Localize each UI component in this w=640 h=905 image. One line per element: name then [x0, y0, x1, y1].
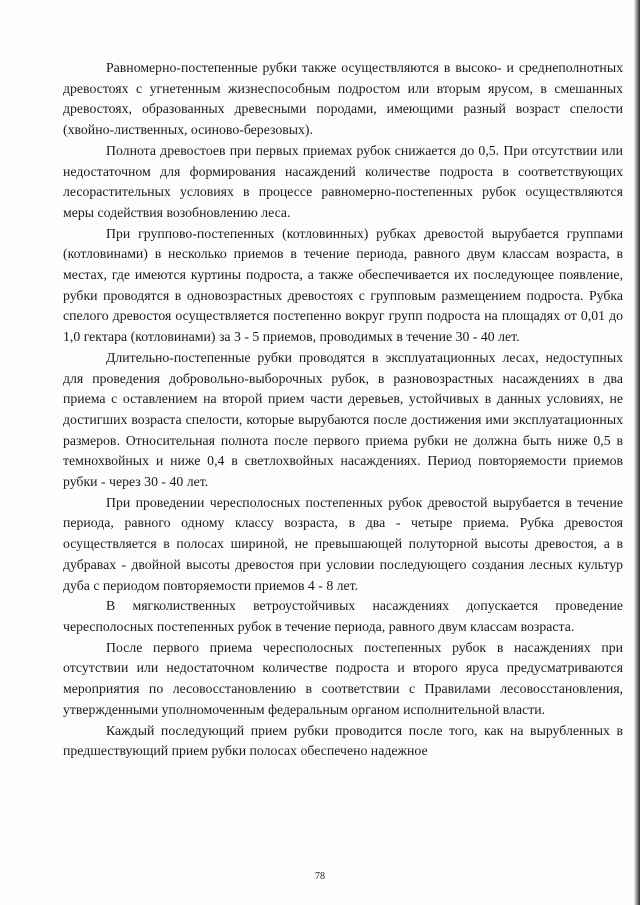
paragraph-softwood-stands: В мягколиственных ветроустойчивых насаждениях допускается проведение чересполосных постепенных рубок в течение периода, равного двум классам возраста.	[63, 598, 623, 634]
paragraph-stand-density: Полнота древостоев при первых приемах рубок снижается до 0,5. При отсутствии или недостаточном для формирования насаждений количестве подроста в соответствующих лесорастительных условиях в процессе равномерно-постепенных рубок осуществляются меры содействия возобновлению леса.	[63, 142, 623, 220]
page-number: 78	[315, 871, 325, 882]
paragraph-subsequent-cutting: Каждый последующий прием рубки проводится после того, как на вырубленных в предшествующий прием рубки полосах обеспечено надежное	[63, 722, 623, 759]
document-body	[63, 58, 623, 762]
paragraph-uniform-gradual-cutting: Равномерно-постепенные рубки также осуществляются в высоко- и среднеполнотных древостоях с угнетенным жизнеспособным подростом или вторым ярусом, в смешанных древостоях, образованных древесными породами, имеющими разный возраст спелости (хвойно-лиственных, осиново-березовых).	[63, 60, 623, 138]
scan-edge-shadow	[634, 0, 640, 905]
paragraph-long-term-gradual-cutting: Длительно-постепенные рубки проводятся в эксплуатационных лесах, недоступных для проведения добровольно-выборочных рубок, в разновозрастных насаждениях в два приема с оставлением на второй прием части деревьев, устойчивых в данных условиях, не достигших возраста спелости, которые вырубаются после достижения ими эксплуатационных размеров. Относительная полнота после первого приема рубки не должна быть ниже 0,5 в темнохвойных и ниже 0,4 в светлохвойных насаждениях. Период повторяемости приемов рубки - через 30 - 40 лет.	[63, 349, 623, 490]
paragraph-strip-gradual-cutting: При проведении чересполосных постепенных рубок древостой вырубается в течение периода, равного одному классу возраста, в два - четыре приема. Рубка древостоя осуществляется в полосах шириной, не превышающей полуторной высоты древостоя, а в дубравах - двойной высоты древостоя при условии последующего создания лесных культур дуба с периодом повторяемости приемов 4 - 8 лет.	[63, 494, 623, 593]
paragraph-group-gradual-cutting: При группово-постепенных (котловинных) рубках древостой вырубается группами (котловинами) в несколько приемов в течение периода, равного двум классам возраста, в местах, где имеются куртины подроста, а также обеспечивается их последующее появление, рубки проводятся в одновозрастных древостоях с групповым размещением подроста. Рубка спелого древостоя осуществляется постепенно вокруг групп подроста на площадях от 0,01 до 1,0 гектара (котловинами) за 3 - 5 приемов, проводимых в течение 30 - 40 лет.	[63, 225, 623, 345]
paragraph-reforestation-measures: После первого приема чересполосных постепенных рубок в насаждениях при отсутствии или недостаточном количестве подроста и второго яруса предусматриваются мероприятия по лесовосстановлению в соответствии с Правилами лесовосстановления, утвержденными уполномоченным федеральным органом исполнительной власти.	[63, 639, 623, 717]
